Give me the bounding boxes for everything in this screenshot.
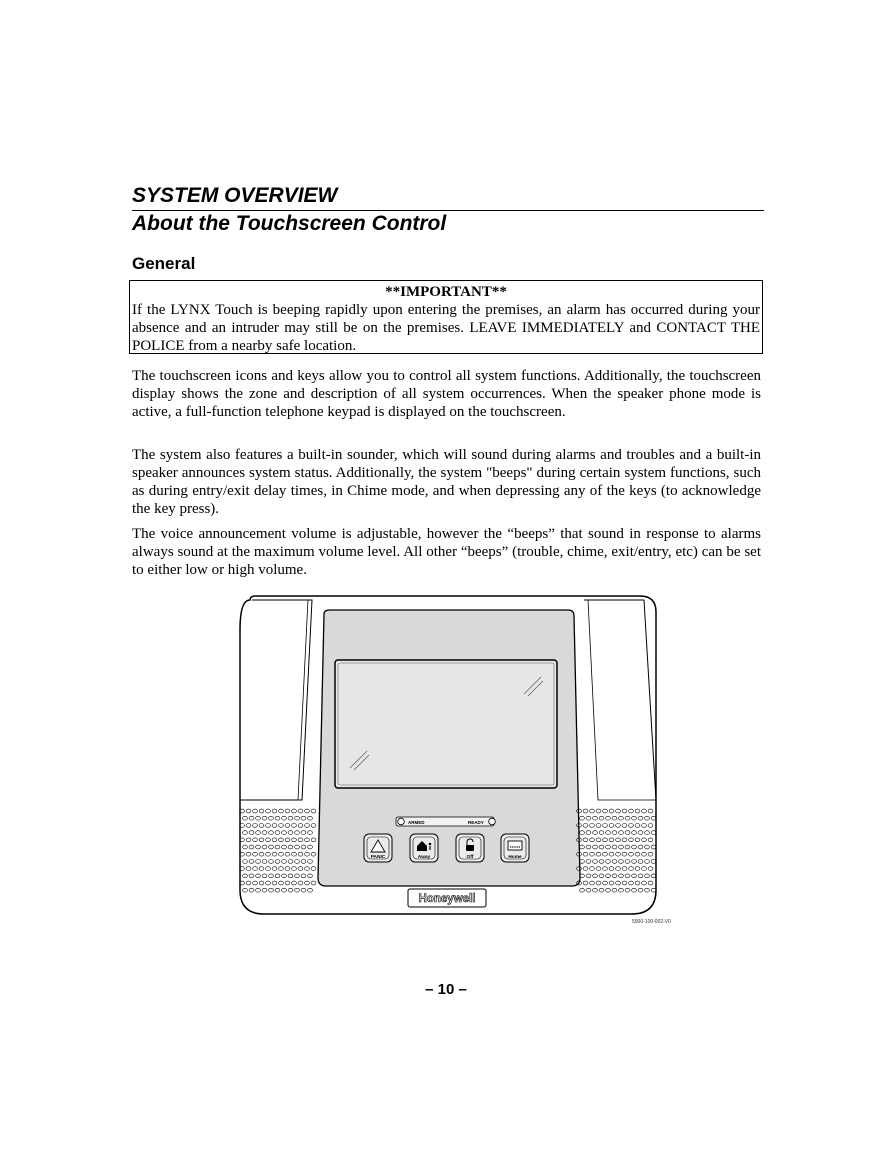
- armed-led: [398, 818, 405, 825]
- figure-code: 5000-100-002-V0: [632, 919, 671, 925]
- paragraph-sounder: The system also features a built-in sounder, which will sound during alarms and troubles and a built-in speaker announces system status. Additionally, the system "beeps" during certain system functions, such as during entry/exit delay times, in Chime mode, and when depressing any of the keys (to acknowledge the key press).: [132, 447, 761, 517]
- home-button[interactable]: [501, 834, 529, 862]
- important-title: **IMPORTANT**: [385, 284, 507, 300]
- ready-led: [489, 818, 496, 825]
- page-number: – 10 –: [425, 981, 467, 998]
- paragraph-volume: The voice announcement volume is adjustable, however the “beeps” that sound in response to alarms always sound at the maximum volume level. All other “beeps” (trouble, chime, exit/entry, etc) can be set to either low or high volume.: [132, 526, 761, 578]
- section-divider: [132, 210, 764, 211]
- off-label: Off: [466, 855, 474, 860]
- important-notice-box: [129, 280, 763, 354]
- away-label: Away: [417, 855, 431, 860]
- person-leaving-icon: [429, 843, 432, 846]
- keypad-display-icon: [508, 841, 522, 850]
- honeywell-logo: Honeywell: [418, 893, 476, 905]
- lynx-touch-device-illustration: [228, 590, 668, 932]
- away-button[interactable]: [410, 834, 438, 862]
- ready-label: READY: [468, 820, 484, 825]
- panic-button[interactable]: [364, 834, 392, 862]
- home-label: Home: [508, 855, 522, 860]
- panic-label: PANIC: [370, 855, 386, 860]
- touchscreen-display: [335, 660, 557, 788]
- armed-label: ARMED: [408, 820, 425, 825]
- section-title: SYSTEM OVERVIEW: [132, 184, 338, 207]
- subsection-title: About the Touchscreen Control: [132, 212, 447, 235]
- important-text: If the LYNX Touch is beeping rapidly upon entering the premises, an alarm has occurred during your absence and an intruder may still be on the premises. LEAVE IMMEDIATELY and CONTACT THE POLICE from a nearby safe location.: [132, 302, 760, 354]
- general-heading: General: [132, 254, 196, 273]
- paragraph-touchscreen: The touchscreen icons and keys allow you to control all system functions. Additionally, the touchscreen display shows the zone and description of all system occurrences. When the speaker phone mode is active, a full-function telephone keypad is displayed on the touchscreen.: [132, 368, 761, 420]
- off-button[interactable]: [456, 834, 484, 862]
